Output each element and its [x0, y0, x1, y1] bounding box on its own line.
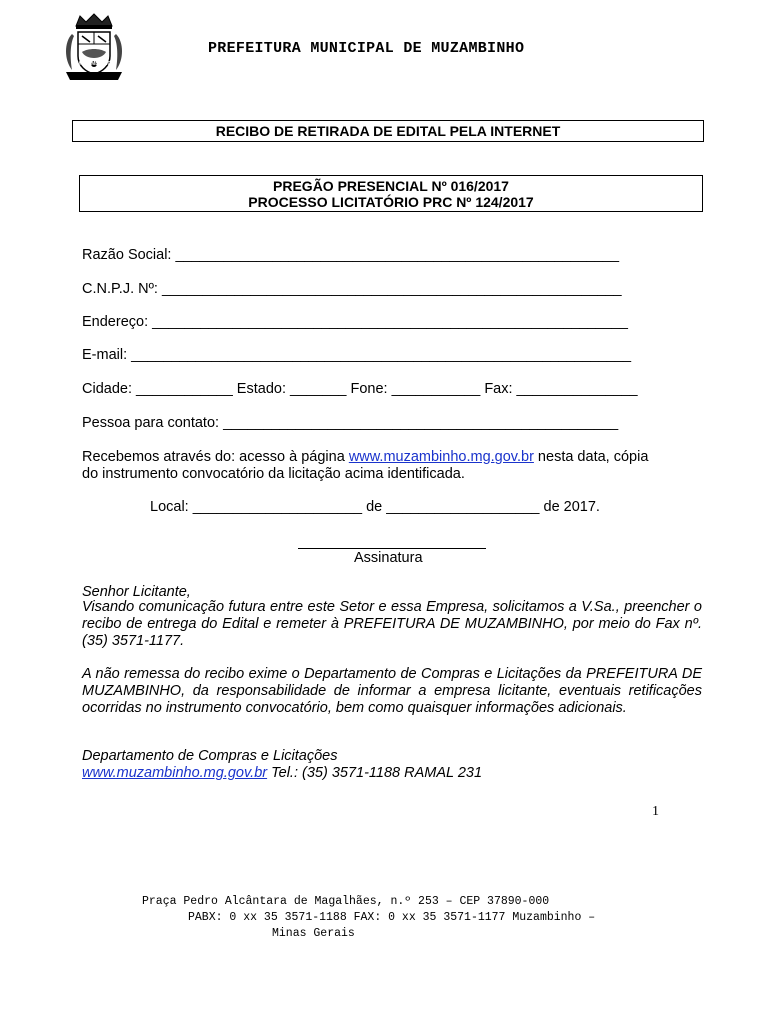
- cnpj-field: C.N.P.J. Nº: _________________________________________________________: [82, 281, 622, 297]
- local-date-line: Local: _____________________ de ___________________ de 2017.: [150, 499, 600, 515]
- department-website-link[interactable]: www.muzambinho.mg.gov.br: [82, 765, 268, 781]
- footer-address-line-1: Praça Pedro Alcântara de Magalhães, n.º 253 – CEP 37890-000: [142, 895, 550, 908]
- page-number: 1: [652, 804, 659, 819]
- endereco-field: Endereço: ___________________________________________________________: [82, 314, 628, 330]
- received-prefix: Recebemos através do: acesso à página: [82, 449, 349, 465]
- receipt-title-box: [72, 120, 704, 142]
- received-suffix: nesta data, cópia: [533, 449, 649, 465]
- procurement-line-1: PREGÃO PRESENCIAL Nº 016/2017: [273, 178, 509, 194]
- email-field: E-mail: ______________________________________________________________: [82, 347, 632, 363]
- receipt-title: RECIBO DE RETIRADA DE EDITAL PELA INTERNET: [215, 123, 561, 139]
- page-header-title: PREFEITURA MUNICIPAL DE MUZAMBINHO: [208, 40, 525, 57]
- website-link[interactable]: www.muzambinho.mg.gov.br: [348, 449, 534, 465]
- received-statement: [82, 449, 648, 465]
- notice-paragraph-1: Visando comunicação futura entre este Setor e essa Empresa, solicitamos a V.Sa., preencher o recibo de entrega do Edital e remeter à PREFEITURA DE MUZAMBINHO, por meio do Fax nº. (35) 3571-1177.: [82, 599, 702, 649]
- procurement-box: [79, 175, 703, 212]
- procurement-line-2: PROCESSO LICITATÓRIO PRC Nº 124/2017: [248, 194, 534, 210]
- department-name: Departamento de Compras e Licitações: [82, 748, 338, 764]
- footer-address-line-3: Minas Gerais: [272, 927, 355, 940]
- notice-paragraph-2: A não remessa do recibo exime o Departamento de Compras e Licitações da PREFEITURA DE MUZAMBINHO, da responsabilidade de informar a empresa licitante, eventuais retificações ocorridas no instrumento convocatório, bem como quaisquer informações adicionais.: [82, 666, 702, 716]
- notice-greeting: Senhor Licitante,: [82, 584, 191, 600]
- signature-label: Assinatura: [354, 550, 423, 566]
- contato-field: Pessoa para contato: _________________________________________________: [82, 415, 619, 431]
- department-contact: [82, 765, 482, 781]
- razao-social-field: Razão Social: _______________________________________________________: [82, 247, 620, 263]
- department-phone: Tel.: (35) 3571-1188 RAMAL 231: [267, 765, 483, 781]
- cidade-estado-fone-fax-row: Cidade: ____________ Estado: _______ Fone: ___________ Fax: _______________: [82, 381, 638, 397]
- signature-line: [298, 548, 486, 549]
- municipal-crest-logo: [62, 12, 126, 88]
- crest-banner-text: MUZAMBINHO: [76, 61, 112, 67]
- footer-address-line-2: PABX: 0 xx 35 3571-1188 FAX: 0 xx 35 3571-1177 Muzambinho –: [188, 911, 596, 924]
- received-statement-line-2: do instrumento convocatório da licitação acima identificada.: [82, 466, 465, 482]
